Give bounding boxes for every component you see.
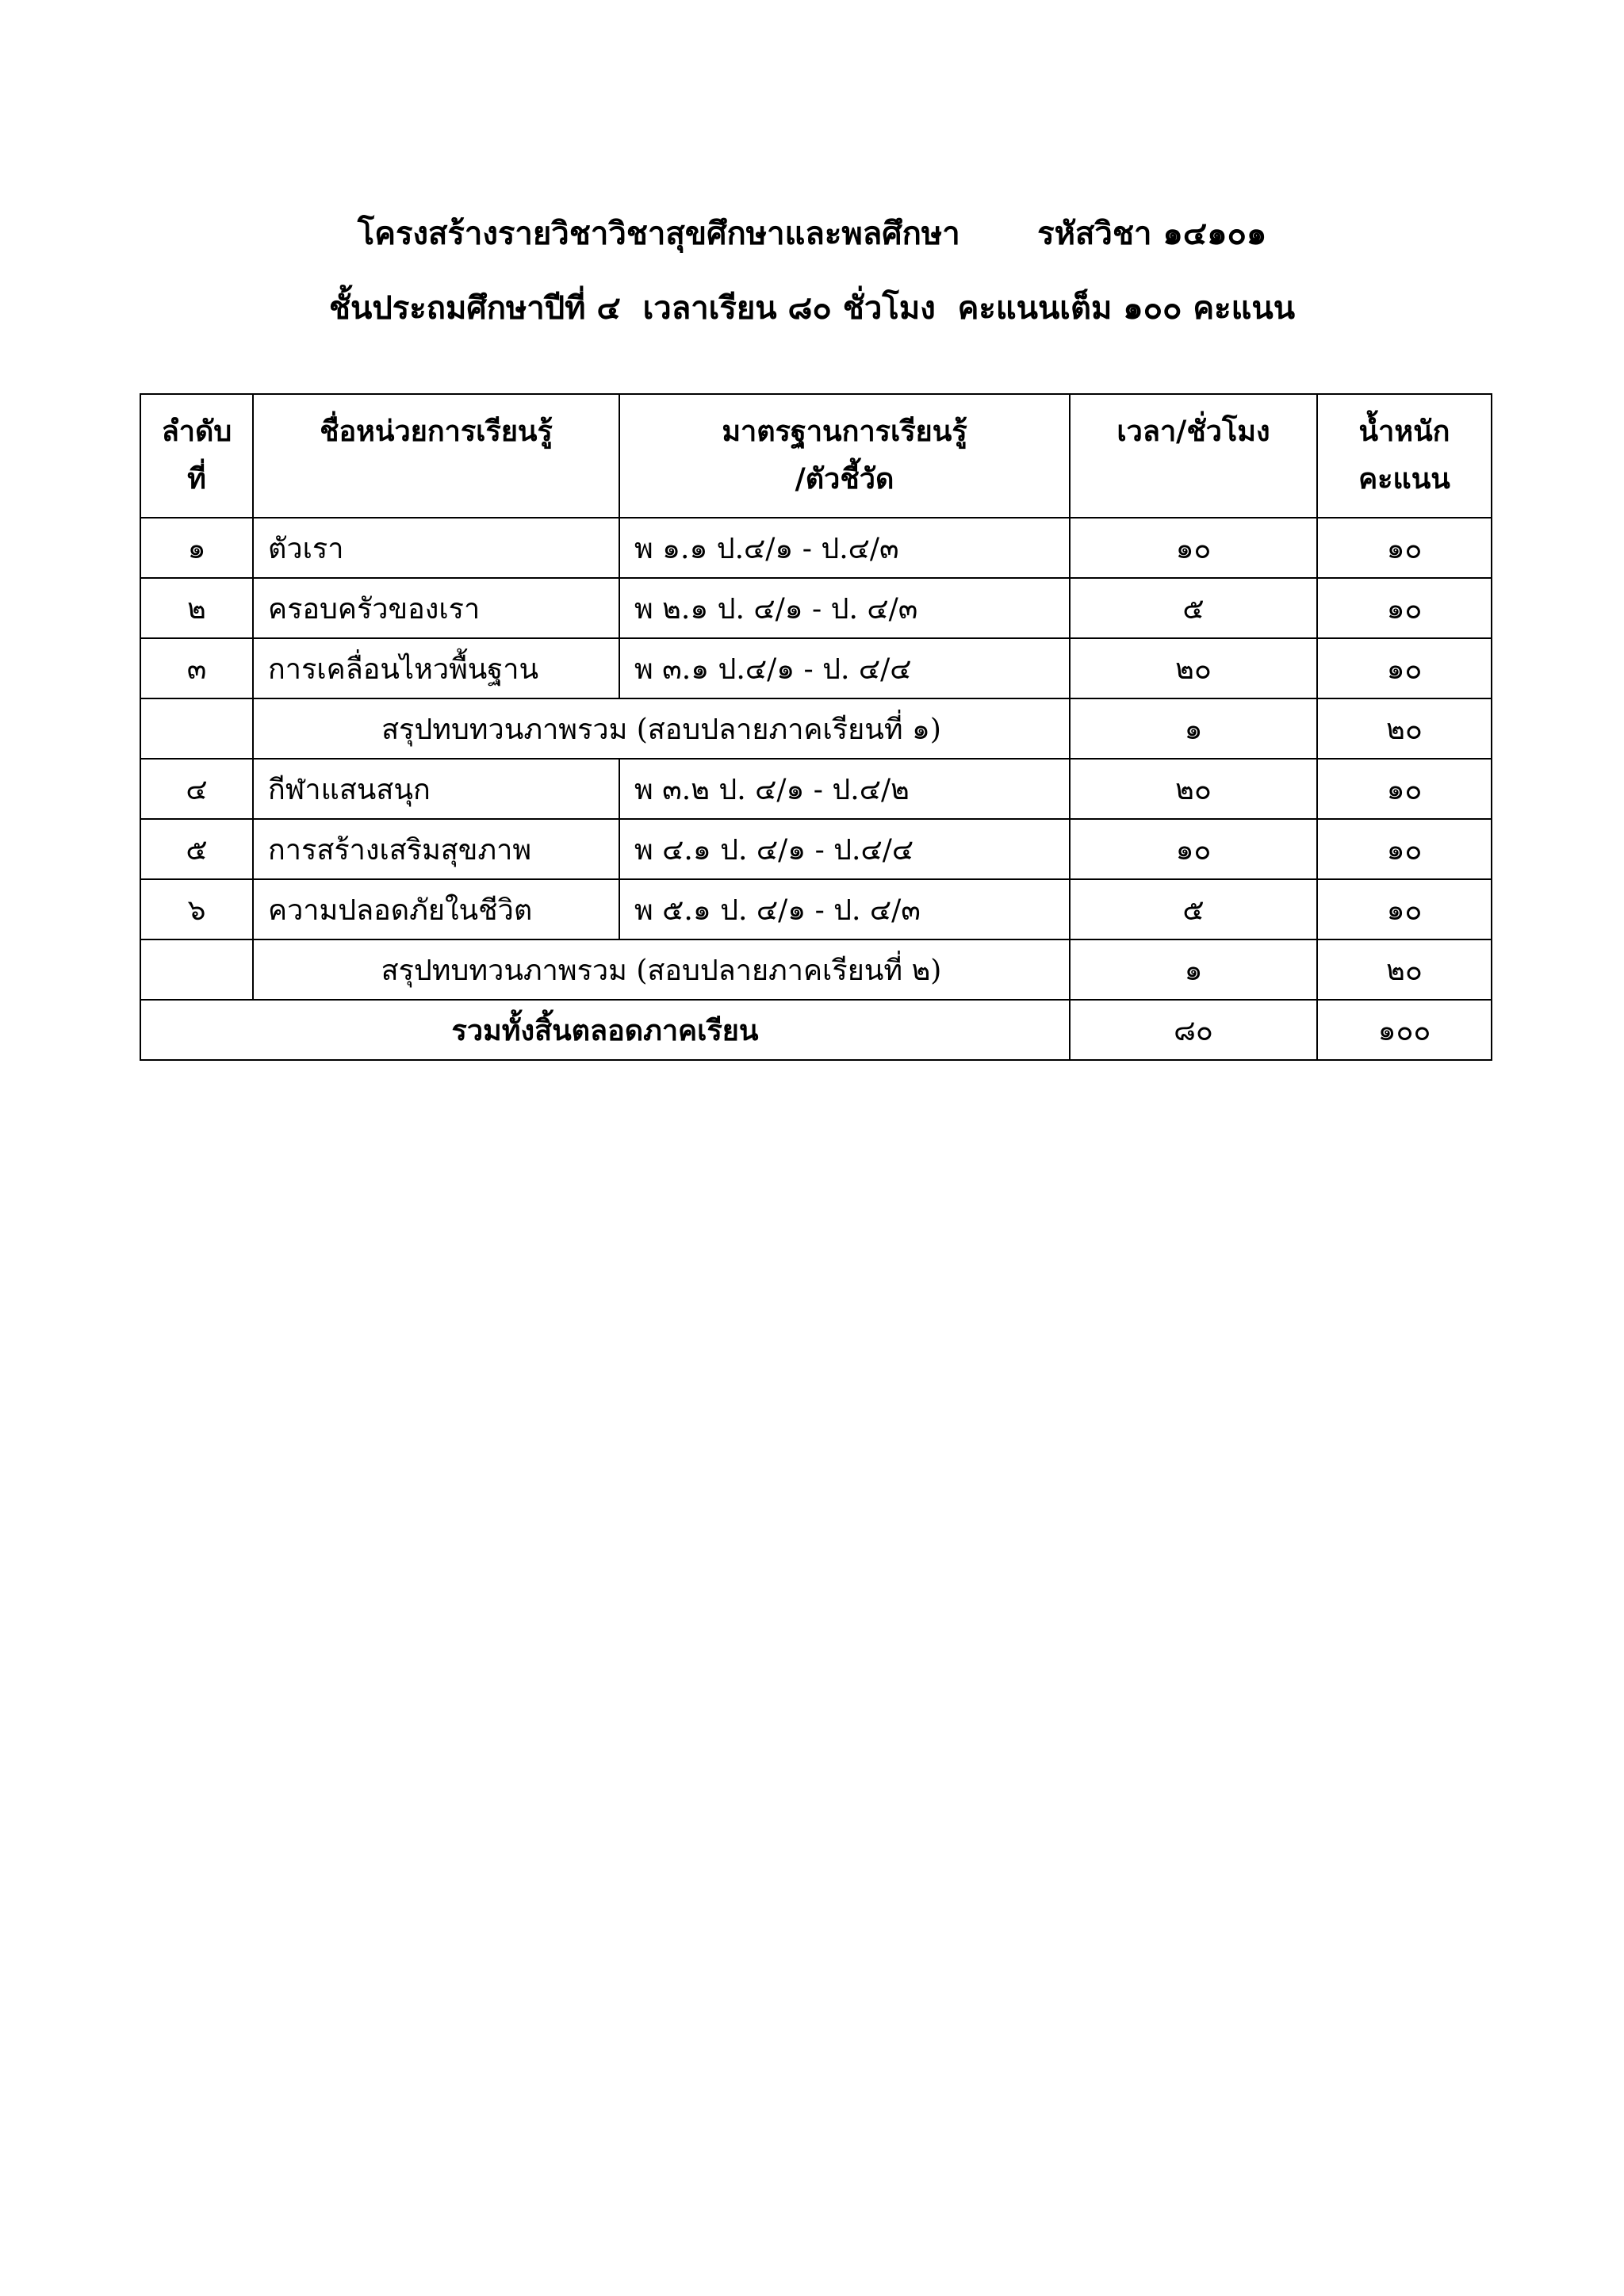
row-hours: ๑๐ bbox=[1070, 819, 1317, 879]
curriculum-table bbox=[140, 393, 1492, 1061]
summary-label: สรุปทบทวนภาพรวม (สอบปลายภาคเรียนที่ ๒) bbox=[253, 939, 1070, 1000]
row-weight: ๑๐ bbox=[1317, 578, 1492, 638]
row-hours: ๑๐ bbox=[1070, 518, 1317, 578]
header-standard: มาตรฐานการเรียนรู้ /ตัวชี้วัด bbox=[619, 394, 1070, 518]
row-standard: พ ๕.๑ ป. ๔/๑ - ป. ๔/๓ bbox=[619, 879, 1070, 939]
total-row bbox=[140, 1000, 1492, 1060]
row-hours: ๒๐ bbox=[1070, 759, 1317, 819]
row-unit: กีฬาแสนสนุก bbox=[253, 759, 619, 819]
row-no: ๔ bbox=[140, 759, 253, 819]
row-hours: ๑ bbox=[1070, 939, 1317, 1000]
row-weight: ๑๐ bbox=[1317, 638, 1492, 698]
row-standard: พ ๔.๑ ป. ๔/๑ - ป.๔/๔ bbox=[619, 819, 1070, 879]
row-hours: ๑ bbox=[1070, 698, 1317, 759]
table-row bbox=[140, 759, 1492, 819]
row-weight: ๑๐ bbox=[1317, 759, 1492, 819]
row-no: ๕ bbox=[140, 819, 253, 879]
header-no: ลำดับ ที่ bbox=[140, 394, 253, 518]
row-weight: ๑๐ bbox=[1317, 819, 1492, 879]
row-no: ๖ bbox=[140, 879, 253, 939]
document-subtitle: ชั้นประถมศึกษาปีที่ ๔ เวลาเรียน ๘๐ ชั่วโมง คะแนนเต็ม ๑๐๐ คะแนน bbox=[328, 289, 1296, 327]
row-hours: ๒๐ bbox=[1070, 638, 1317, 698]
total-hours: ๘๐ bbox=[1070, 1000, 1317, 1060]
summary-empty-cell bbox=[140, 939, 253, 1000]
row-unit: การเคลื่อนไหวพื้นฐาน bbox=[253, 638, 619, 698]
row-weight: ๑๐ bbox=[1317, 518, 1492, 578]
table-row bbox=[140, 879, 1492, 939]
row-unit: ตัวเรา bbox=[253, 518, 619, 578]
row-standard: พ ๑.๑ ป.๔/๑ - ป.๔/๓ bbox=[619, 518, 1070, 578]
table-row bbox=[140, 638, 1492, 698]
summary-row bbox=[140, 698, 1492, 759]
row-unit: ครอบครัวของเรา bbox=[253, 578, 619, 638]
document-title: โครงสร้างรายวิชาวิชาสุขศึกษาและพลศึกษา รหัสวิชา ๑๔๑๐๑ bbox=[357, 215, 1267, 252]
row-no: ๑ bbox=[140, 518, 253, 578]
total-label: รวมทั้งสิ้นตลอดภาคเรียน bbox=[140, 1000, 1070, 1060]
row-weight: ๑๐ bbox=[1317, 879, 1492, 939]
row-no: ๓ bbox=[140, 638, 253, 698]
row-standard: พ ๒.๑ ป. ๔/๑ - ป. ๔/๓ bbox=[619, 578, 1070, 638]
summary-empty-cell bbox=[140, 698, 253, 759]
total-weight: ๑๐๐ bbox=[1317, 1000, 1492, 1060]
summary-label: สรุปทบทวนภาพรวม (สอบปลายภาคเรียนที่ ๑) bbox=[253, 698, 1070, 759]
row-no: ๒ bbox=[140, 578, 253, 638]
row-unit: ความปลอดภัยในชีวิต bbox=[253, 879, 619, 939]
table-header-row bbox=[140, 394, 1492, 518]
table-row bbox=[140, 819, 1492, 879]
table-row bbox=[140, 518, 1492, 578]
row-weight: ๒๐ bbox=[1317, 939, 1492, 1000]
row-standard: พ ๓.๑ ป.๔/๑ - ป. ๔/๔ bbox=[619, 638, 1070, 698]
row-weight: ๒๐ bbox=[1317, 698, 1492, 759]
header-unit: ชื่อหน่วยการเรียนรู้ bbox=[253, 394, 619, 518]
row-hours: ๕ bbox=[1070, 879, 1317, 939]
row-unit: การสร้างเสริมสุขภาพ bbox=[253, 819, 619, 879]
summary-row bbox=[140, 939, 1492, 1000]
row-standard: พ ๓.๒ ป. ๔/๑ - ป.๔/๒ bbox=[619, 759, 1070, 819]
header-hours: เวลา/ชั่วโมง bbox=[1070, 394, 1317, 518]
header-weight: น้ำหนัก คะแนน bbox=[1317, 394, 1492, 518]
table-row bbox=[140, 578, 1492, 638]
row-hours: ๕ bbox=[1070, 578, 1317, 638]
